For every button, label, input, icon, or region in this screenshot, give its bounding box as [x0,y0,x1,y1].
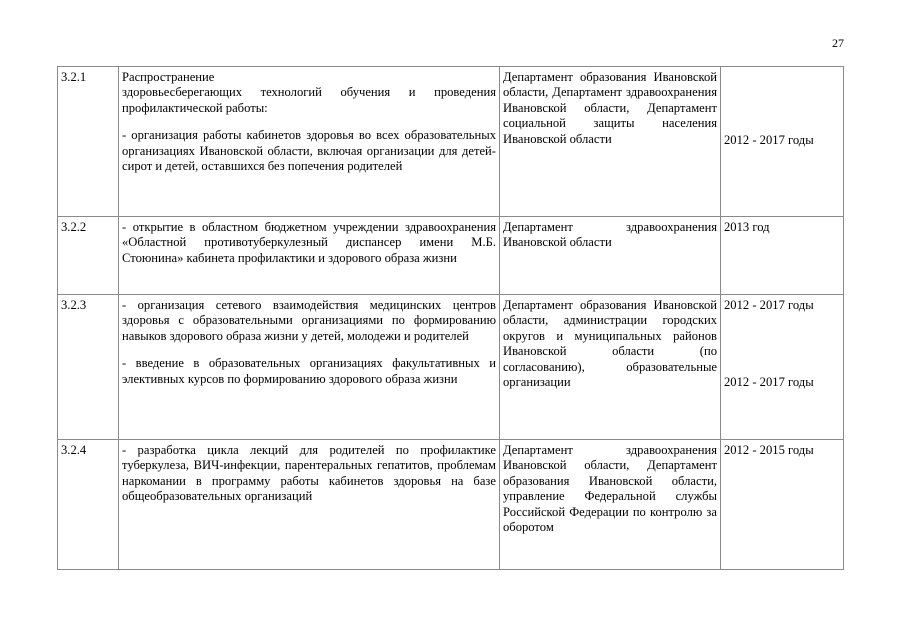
measures-table [57,66,844,570]
row-number: 3.2.1 [58,67,119,217]
years-text: 2012 - 2017 годы [724,298,814,312]
activity-cell [119,440,500,570]
activity-cell [119,217,500,295]
activity-text: - организация сетевого взаимодействия медицинских центров здоровья с образовательными организациями по формированию навыков здорового образа жизни у детей, молодежи и родителей [122,298,496,343]
table-row [58,67,844,217]
years-cell [721,440,844,570]
responsible-cell [500,295,721,440]
table-row [58,440,844,570]
table-row [58,217,844,295]
row-number: 3.2.2 [58,217,119,295]
row-number: 3.2.3 [58,295,119,440]
years-cell [721,217,844,295]
page-number: 27 [832,36,844,50]
responsible-text: Департамент образования Ивановской области, Департамент здравоохранения Ивановской области, Департамент социальной защиты населения Ивановской области [503,70,717,146]
responsible-cell [500,217,721,295]
responsible-cell [500,67,721,217]
responsible-text: Департамент здравоохранения Ивановской области, Департамент образования Ивановской области, управление Федеральной службы Российской Федерации по контролю за оборотом [503,443,717,535]
years-text: 2013 год [724,220,770,234]
responsible-cell [500,440,721,570]
activity-text: - организация работы кабинетов здоровья во всех образовательных организациях Ивановской области, включая организации для детей-сирот и детей, оставшихся без попечения родителей [122,128,496,174]
years-cell [721,67,844,217]
activity-text: здоровьесберегающих технологий обучения и проведения профилактической работы: [122,85,496,115]
table-row [58,295,844,440]
activity-cell [119,67,500,217]
activity-text: - открытие в областном бюджетном учреждении здравоохранения «Областной противотуберкулезный диспансер имени М.Б. Стоюнина» кабинета профилактики и здорового образа жизни [122,220,496,265]
activity-text: Распространение [122,70,215,84]
years-text: 2012 - 2017 годы [724,375,814,390]
row-number: 3.2.4 [58,440,119,570]
responsible-text: Департамент образования Ивановской области, администрации городских округов и муниципальных районов Ивановской области (по согласованию), образовательные организации [503,298,717,390]
activity-text: - введение в образовательных организациях факультативных и элективных курсов по формированию здорового образа жизни [122,356,496,386]
years-cell [721,295,844,440]
responsible-text: Департамент здравоохранения Ивановской области [503,220,717,250]
years-text: 2012 - 2017 годы [724,132,814,147]
years-text: 2012 - 2015 годы [724,443,814,457]
activity-cell [119,295,500,440]
activity-text: - разработка цикла лекций для родителей по профилактике туберкулеза, ВИЧ-инфекции, парентеральных гепатитов, проблемам наркомании в программу работы кабинетов здоровья на базе общеобразовательных организаций [122,443,496,504]
